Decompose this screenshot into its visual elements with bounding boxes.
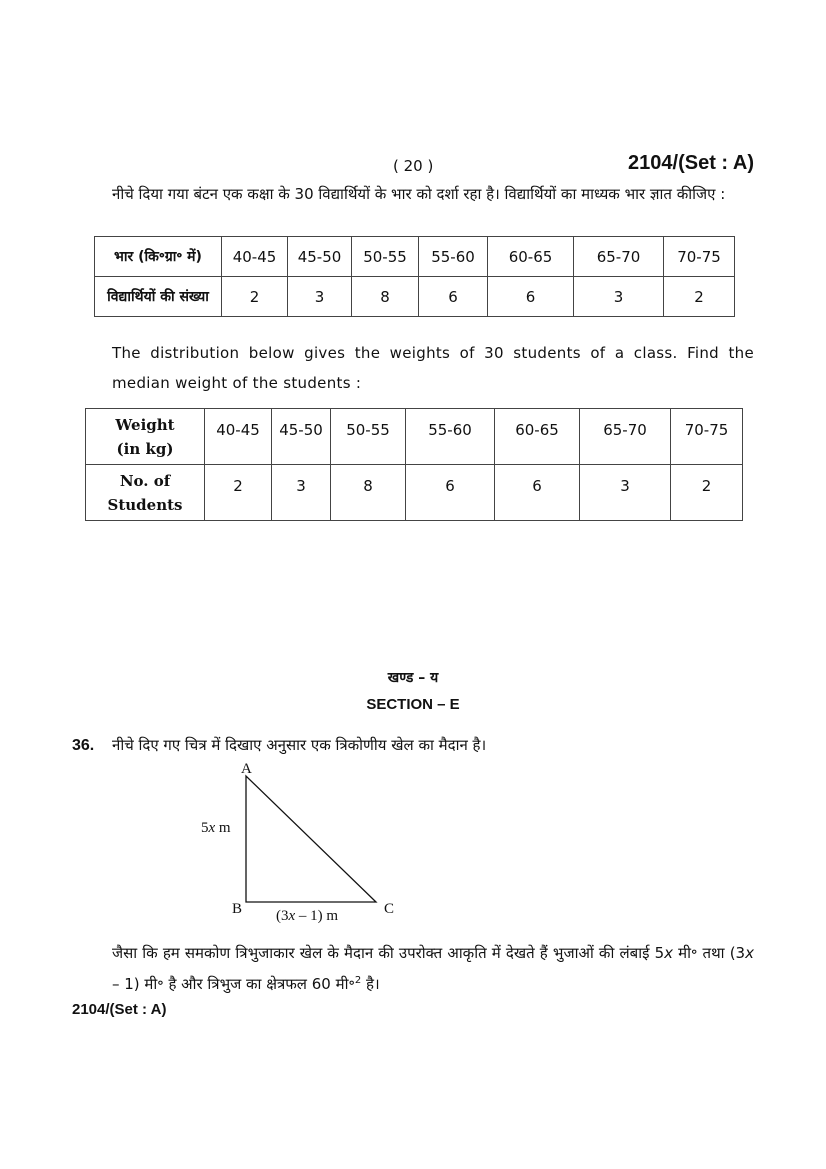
count-cell: 6 xyxy=(488,277,574,317)
triangle-figure xyxy=(195,757,425,927)
side-bc-variable: x xyxy=(288,908,296,924)
english-distribution-table xyxy=(85,408,743,521)
count-cell: 8 xyxy=(352,277,419,317)
class-cell: 40-45 xyxy=(205,409,272,465)
triangle-shape xyxy=(246,776,376,902)
description-variable2: x xyxy=(745,944,754,962)
description-variable1: x xyxy=(664,944,674,962)
side-bc-label xyxy=(276,908,338,924)
students-label-cell xyxy=(86,465,205,521)
count-cell: 2 xyxy=(664,277,735,317)
hindi-distribution-table xyxy=(94,236,735,317)
class-cell: 60-65 xyxy=(495,409,580,465)
weight-label-cell: भार (कि॰ग्रा॰ में) xyxy=(95,237,222,277)
weight-label-cell xyxy=(86,409,205,465)
vertex-b-label: B xyxy=(232,901,243,917)
count-cell: 3 xyxy=(574,277,664,317)
count-cell: 3 xyxy=(580,465,671,521)
class-cell: 65-70 xyxy=(580,409,671,465)
count-cell: 2 xyxy=(205,465,272,521)
class-cell: 45-50 xyxy=(272,409,331,465)
description-part4: है। xyxy=(361,975,380,993)
section-heading-english: SECTION – E xyxy=(366,696,460,713)
question-description xyxy=(112,940,754,998)
students-label-line2: Students xyxy=(107,495,183,514)
side-ab-unit: m xyxy=(215,820,231,836)
paper-code-header: 2104/(Set : A) xyxy=(628,152,754,174)
class-cell: 60-65 xyxy=(488,237,574,277)
class-cell: 55-60 xyxy=(419,237,488,277)
side-ab-variable: x xyxy=(208,820,216,836)
students-label-line1: No. of xyxy=(119,471,171,490)
count-cell: 6 xyxy=(419,277,488,317)
description-part1: जैसा कि हम समकोण त्रिभुजाकार खेल के मैदान की उपरोक्त आकृति में देखते हैं भुजाओं की लंबाई 5 xyxy=(112,944,665,962)
section-heading-hindi: खण्ड – य xyxy=(387,670,439,686)
count-cell: 2 xyxy=(222,277,288,317)
count-cell: 6 xyxy=(495,465,580,521)
students-label-cell: विद्यार्थियों की संख्या xyxy=(95,277,222,317)
description-superscript: 2 xyxy=(354,975,362,986)
description-part2: मी॰ तथा (3 xyxy=(673,944,746,962)
question-intro-text: नीचे दिए गए चित्र में दिखाए अनुसार एक त्रिकोणीय खेल का मैदान है। xyxy=(112,736,487,754)
class-cell: 70-75 xyxy=(664,237,735,277)
side-ab-coefficient: 5 xyxy=(201,820,209,836)
class-cell: 40-45 xyxy=(222,237,288,277)
paper-code-footer: 2104/(Set : A) xyxy=(72,1001,167,1018)
weight-label-line1: Weight xyxy=(115,415,175,434)
class-cell: 65-70 xyxy=(574,237,664,277)
class-cell: 50-55 xyxy=(331,409,406,465)
table-row xyxy=(86,409,743,465)
side-bc-suffix: – 1) m xyxy=(295,908,339,924)
count-cell: 8 xyxy=(331,465,406,521)
count-cell: 3 xyxy=(272,465,331,521)
class-cell: 50-55 xyxy=(352,237,419,277)
count-cell: 2 xyxy=(671,465,743,521)
question-number: 36. xyxy=(72,737,95,754)
side-ab-label xyxy=(201,820,231,836)
vertex-a-label: A xyxy=(241,761,252,777)
class-cell: 55-60 xyxy=(406,409,495,465)
class-cell: 70-75 xyxy=(671,409,743,465)
description-part3: – 1) मी॰ है और त्रिभुज का क्षेत्रफल 60 मी॰ xyxy=(112,975,355,993)
table-row xyxy=(95,277,735,317)
page-number: ( 20 ) xyxy=(393,157,434,175)
english-question-text: The distribution below gives the weights of 30 students of a class. Find the median weight of the students : xyxy=(112,344,754,392)
table-row xyxy=(86,465,743,521)
hindi-question-text: नीचे दिया गया बंटन एक कक्षा के 30 विद्यार्थियों के भार को दर्शा रहा है। विद्यार्थियों का माध्यक भार ज्ञात कीजिए : xyxy=(112,185,726,203)
count-cell: 6 xyxy=(406,465,495,521)
count-cell: 3 xyxy=(288,277,352,317)
table-row xyxy=(95,237,735,277)
vertex-c-label: C xyxy=(384,901,395,917)
side-bc-prefix: (3 xyxy=(276,908,289,924)
weight-label-line2: (in kg) xyxy=(116,439,174,458)
class-cell: 45-50 xyxy=(288,237,352,277)
